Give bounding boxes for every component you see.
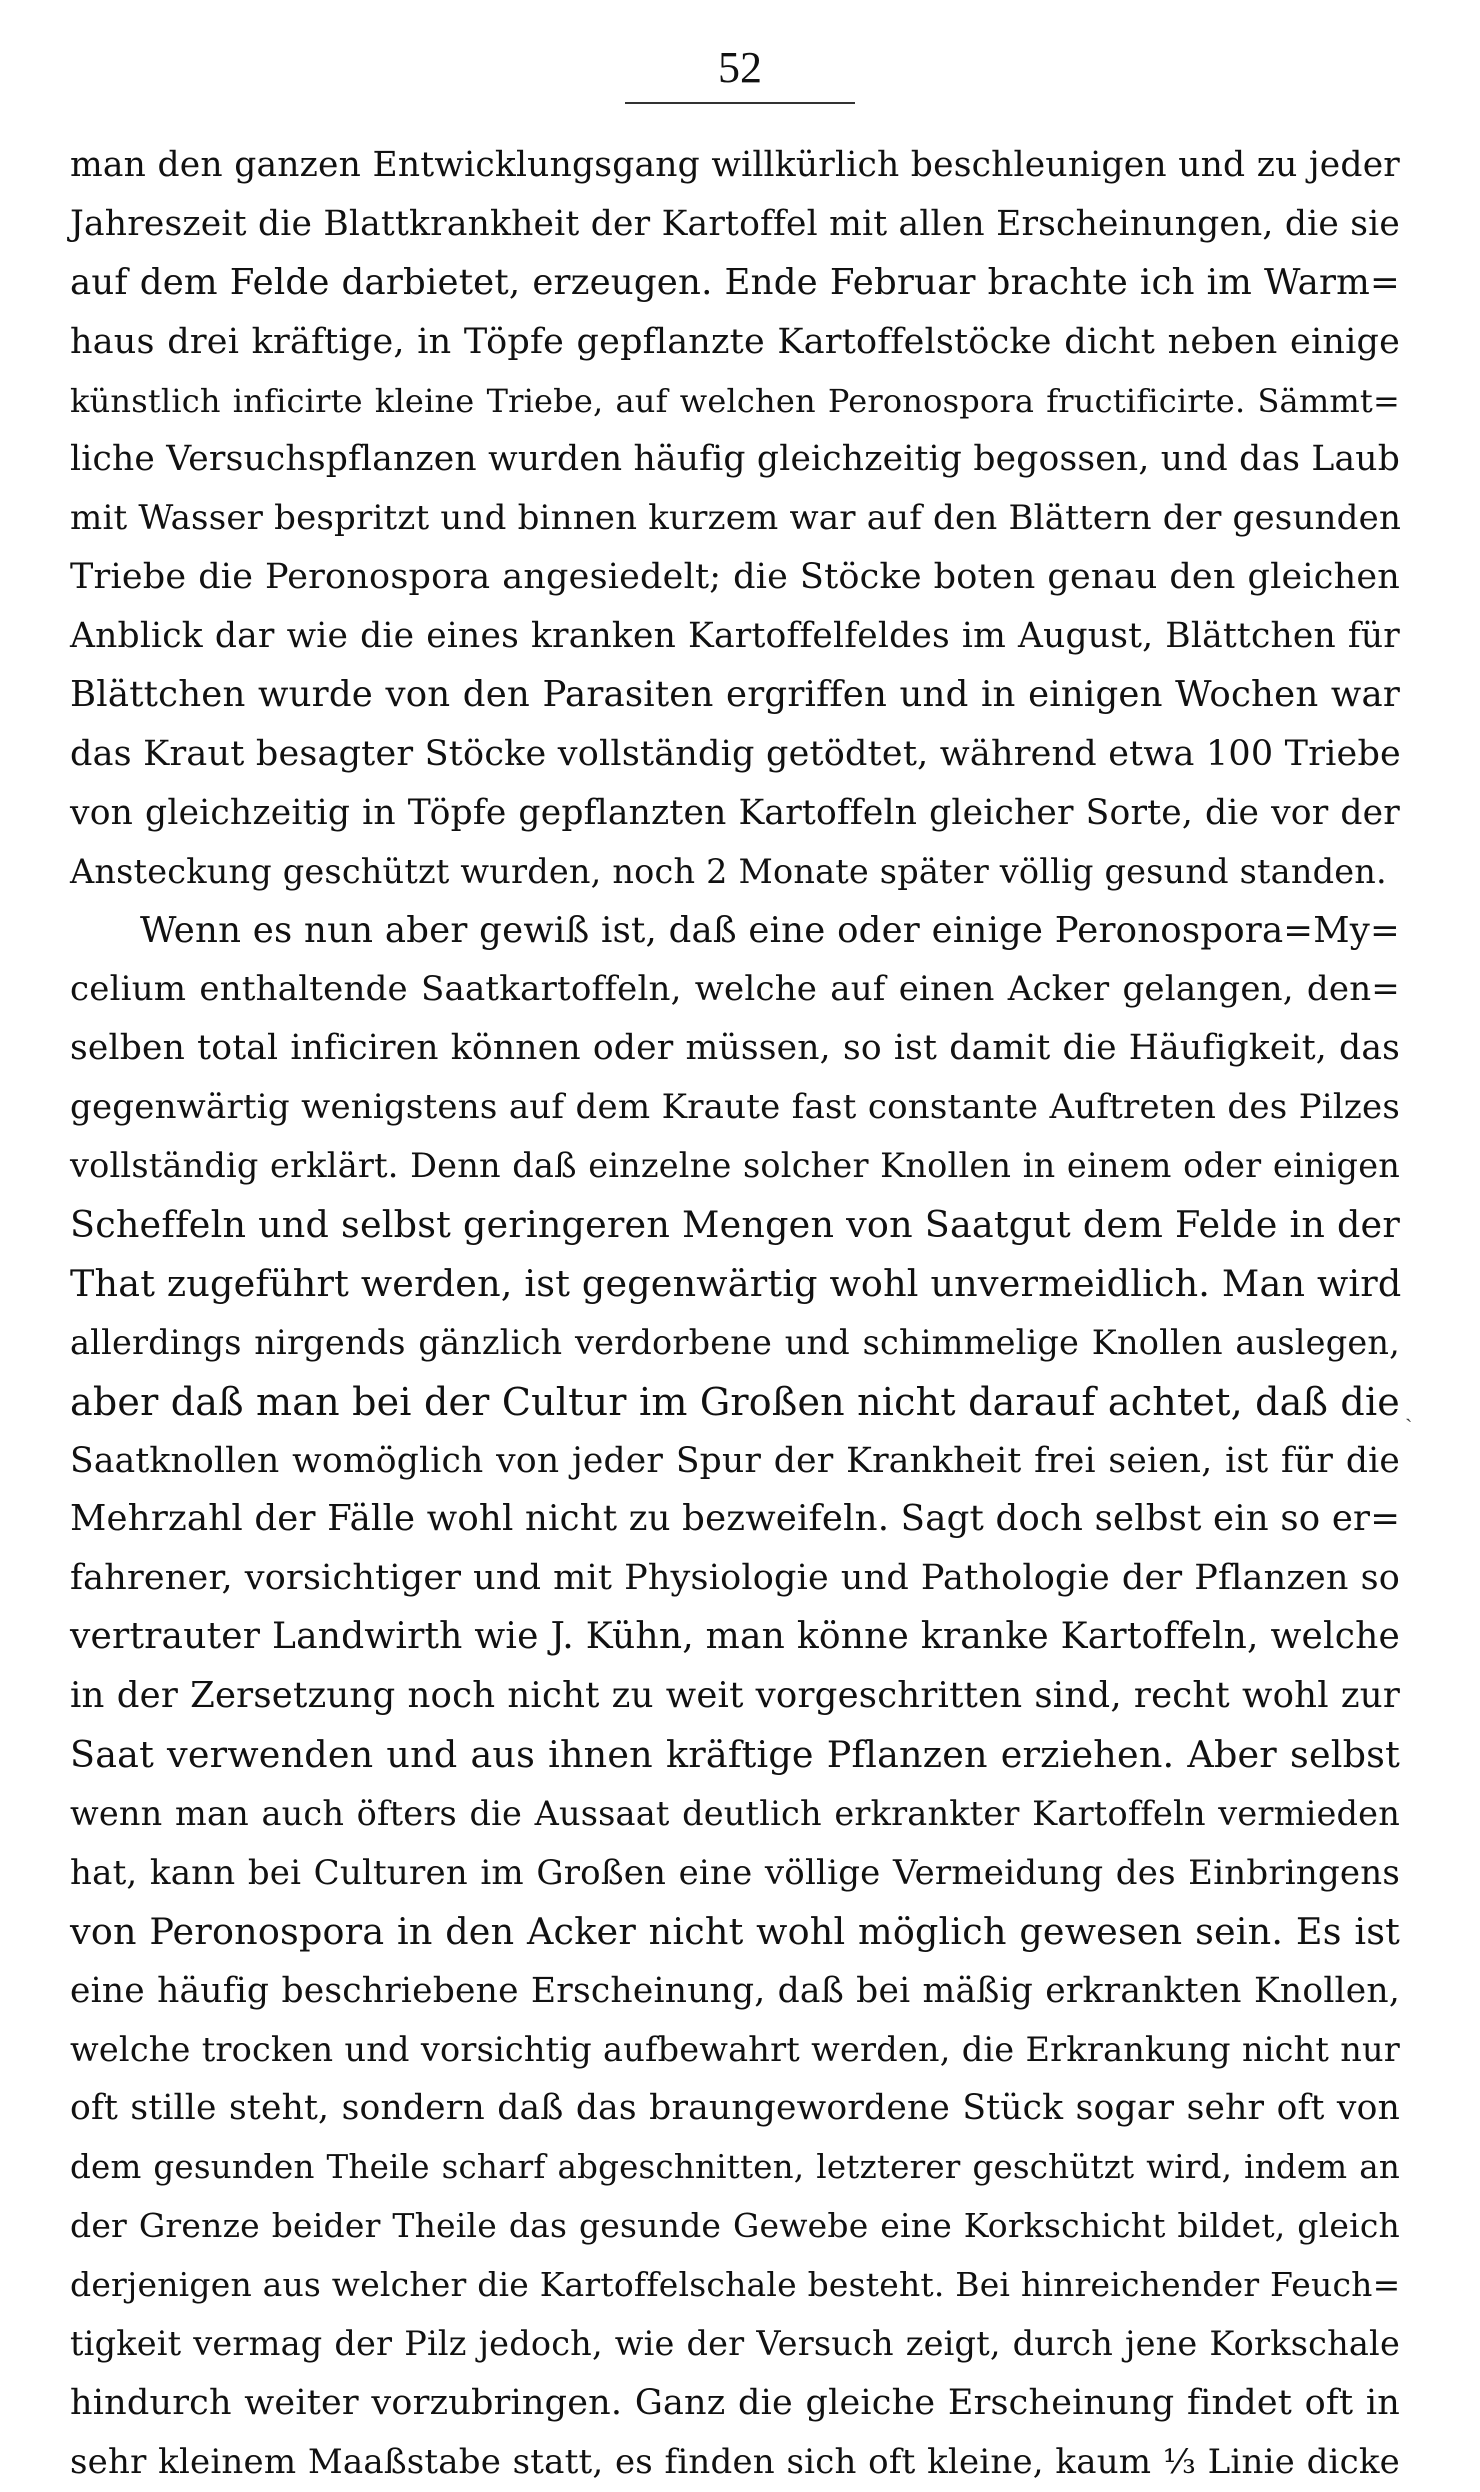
text-line: Jahreszeit die Blattkrankheit der Kartoffel mit allen Erscheinungen, die sie — [70, 203, 1400, 244]
text-line: dem gesunden Theile scharf abgeschnitten, letzterer geschützt wird, indem an — [70, 2148, 1400, 2187]
text-line: der Grenze beider Theile das gesunde Gewebe eine Korkschicht bildet, gleich — [70, 2206, 1400, 2246]
text-line: wenn man auch öfters die Aussaat deutlich erkrankter Kartoffeln vermieden — [70, 1793, 1400, 1833]
text-line: Blättchen wurde von den Parasiten ergriffen und in einigen Wochen war — [70, 674, 1400, 716]
text-line: künstlich inficirte kleine Triebe, auf welchen Peronospora fructificirte. Sämmt= — [70, 381, 1400, 420]
text-line: derjenigen aus welcher die Kartoffelschale besteht. Bei hinreichender Feuch= — [70, 2265, 1401, 2305]
text-line: Scheffeln und selbst geringeren Mengen von Saatgut dem Felde in der — [70, 1203, 1400, 1247]
text-line: Wenn es nun aber gewiß ist, daß eine oder einige Peronospora=My= — [140, 909, 1400, 951]
text-line: aber daß man bei der Cultur im Großen nicht darauf achtet, daß die — [70, 1379, 1400, 1424]
text-line: Mehrzahl der Fälle wohl nicht zu bezweifeln. Sagt doch selbst ein so er= — [70, 1498, 1401, 1540]
text-line: That zugeführt werden, ist gegenwärtig wohl unvermeidlich. Man wird — [70, 1261, 1402, 1305]
text-line: eine häufig beschriebene Erscheinung, daß bei mäßig erkrankten Knollen, — [70, 1970, 1400, 2011]
text-line: mit Wasser bespritzt und binnen kurzem war auf den Blättern der gesunden — [70, 498, 1402, 539]
stray-mark: ˎ — [1405, 1398, 1413, 1423]
body-text — [70, 136, 1400, 2492]
text-line: fahrener, vorsichtiger und mit Physiologie und Pathologie der Pflanzen so — [70, 1558, 1400, 1599]
text-line: liche Versuchspflanzen wurden häufig gleichzeitig begossen, und das Laub — [70, 439, 1400, 480]
text-line: vollständig erklärt. Denn daß einzelne solcher Knollen in einem oder einigen — [70, 1146, 1400, 1186]
text-line: vertrauter Landwirth wie J. Kühn, man könne kranke Kartoffeln, welche — [70, 1616, 1400, 1658]
header-rule — [625, 102, 855, 104]
text-line: sehr kleinem Maaßstabe statt, es finden sich oft kleine, kaum ⅓ Linie dicke — [70, 2441, 1400, 2482]
text-line: von Peronospora in den Acker nicht wohl möglich gewesen sein. Es ist — [70, 1909, 1400, 1953]
text-line: haus drei kräftige, in Töpfe gepflanzte Kartoffelstöcke dicht neben einige — [70, 321, 1400, 362]
text-line: hindurch weiter vorzubringen. Ganz die gleiche Erscheinung findet oft in — [70, 2382, 1400, 2423]
text-line: Saat verwenden und aus ihnen kräftige Pflanzen erziehen. Aber selbst — [70, 1733, 1400, 1777]
text-line: Anblick dar wie die eines kranken Kartoffelfeldes im August, Blättchen für — [70, 616, 1400, 657]
text-line: celium enthaltende Saatkartoffeln, welche auf einen Acker gelangen, den= — [70, 969, 1400, 1010]
text-line: auf dem Felde darbietet, erzeugen. Ende Februar brachte ich im Warm= — [70, 261, 1400, 303]
text-line: von gleichzeitig in Töpfe gepflanzten Kartoffeln gleicher Sorte, die vor der — [70, 792, 1400, 833]
text-line: allerdings nirgends gänzlich verdorbene und schimmelige Knollen auslegen, — [70, 1322, 1400, 1362]
text-line: selben total inficiren können oder müssen, so ist damit die Häufigkeit, das — [70, 1028, 1400, 1069]
text-line: tigkeit vermag der Pilz jedoch, wie der Versuch zeigt, durch jene Korkschale — [70, 2323, 1400, 2363]
page-number: 52 — [718, 43, 762, 92]
text-line: das Kraut besagter Stöcke vollständig getödtet, während etwa 100 Triebe — [70, 733, 1401, 774]
text-line: Triebe die Peronospora angesiedelt; die Stöcke boten genau den gleichen — [70, 557, 1400, 598]
text-line: Saatknollen womöglich von jeder Spur der Krankheit frei seien, ist für die — [70, 1440, 1400, 1481]
text-line: in der Zersetzung noch nicht zu weit vorgeschritten sind, recht wohl zur — [70, 1675, 1400, 1717]
text-line: oft stille steht, sondern daß das braungewordene Stück sogar sehr oft von — [70, 2088, 1400, 2129]
text-line: gegenwärtig wenigstens auf dem Kraute fast constante Auftreten des Pilzes — [70, 1087, 1400, 1128]
text-line: welche trocken und vorsichtig aufbewahrt werden, die Erkrankung nicht nur — [70, 2029, 1400, 2069]
text-line: Ansteckung geschützt wurden, noch 2 Monate später völlig gesund standen. — [70, 851, 1387, 891]
text-line: hat, kann bei Culturen im Großen eine völlige Vermeidung des Einbringens — [70, 1852, 1400, 1893]
text-line: man den ganzen Entwicklungsgang willkürlich beschleunigen und zu jeder — [70, 145, 1400, 185]
